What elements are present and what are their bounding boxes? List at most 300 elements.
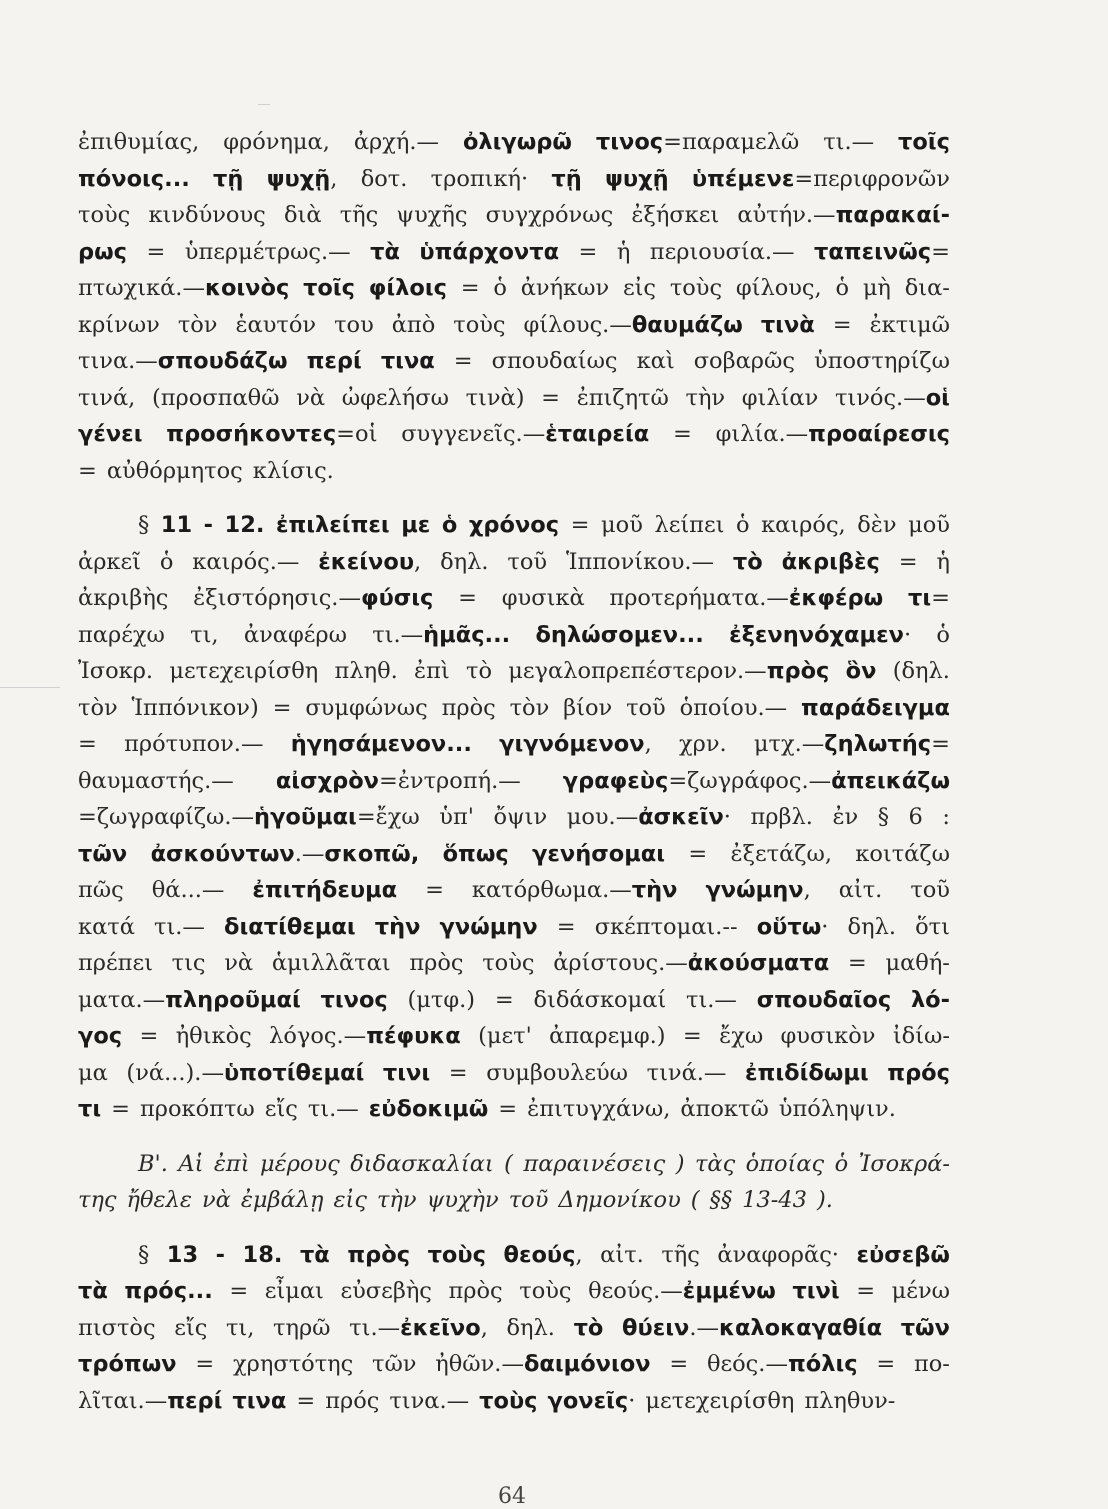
text-line: [78, 982, 950, 1019]
word: Β'.: [138, 1150, 168, 1177]
word: τοῦ: [626, 694, 666, 721]
word: (: [690, 1187, 700, 1213]
word: τινά.—: [646, 1059, 727, 1086]
word: τοὺς: [479, 1387, 538, 1414]
word: τινὰ: [760, 311, 815, 338]
word: ἀποκτῶ: [680, 1096, 769, 1122]
word: ἐπιθυμίας,: [78, 129, 200, 155]
word: =: [296, 1387, 316, 1414]
word: τοὺς: [482, 950, 535, 976]
word: ἐπιδίδωμι: [745, 1059, 869, 1086]
text-line: [78, 872, 950, 909]
word: ἐπιζητῶ: [576, 384, 669, 411]
word: δια-: [904, 275, 950, 301]
word: ψυχῇ,: [266, 165, 338, 192]
word: ἀκριβὴς: [78, 585, 169, 611]
word: ἐπιτυγχάνω,: [527, 1096, 671, 1122]
text-line: [78, 763, 950, 800]
word: κατόρθωμα.—τὴν: [471, 877, 678, 903]
word: λόγος.—πέφυκα: [269, 1023, 461, 1049]
word: τρόπων: [78, 1351, 177, 1377]
margin-mark: [0, 687, 60, 688]
word: εἰς: [622, 275, 657, 301]
word: βίον: [563, 694, 613, 721]
word: τινὶ: [792, 1278, 840, 1304]
word: πρβλ.: [750, 804, 813, 830]
word: ματα.—πληροῦμαί: [78, 986, 301, 1013]
word: (νά...).—ὑποτίθεμαί: [126, 1059, 365, 1086]
word: =: [146, 238, 166, 265]
word: κινδύνους: [148, 202, 266, 228]
word: 11: [160, 512, 193, 538]
word: ἀκριβὲς: [781, 548, 880, 575]
word: ἑαυτόν: [235, 311, 317, 338]
word: =: [78, 457, 97, 484]
word: ὁποίας: [745, 1150, 825, 1177]
word: ὑποστηρίζω: [814, 348, 950, 374]
word: τὸν: [177, 311, 218, 338]
word: =: [460, 275, 480, 301]
word: πληθ.: [334, 658, 398, 684]
word: πρὸς: [441, 694, 496, 721]
word: τι=: [907, 585, 950, 611]
word: =: [570, 512, 590, 538]
word: ἐξετάζω,: [730, 840, 832, 867]
word: τοὺς: [78, 202, 131, 228]
word: πρός...: [124, 1278, 213, 1304]
word: συμβουλεύω: [486, 1059, 629, 1086]
word: δηλ.: [847, 913, 896, 940]
word: σπουδαίως: [491, 348, 618, 374]
word: τῶν: [78, 840, 128, 867]
word: τοὺς: [427, 1241, 486, 1268]
word: ὁ: [835, 275, 850, 301]
word: -: [203, 512, 213, 538]
word: φίλοις: [368, 275, 447, 301]
word: τι.—ἡμᾶς...: [372, 621, 511, 648]
word: πιστὸς: [78, 1314, 156, 1341]
word: φιλία.—προαίρεσις: [715, 421, 950, 447]
word: τοῦ: [507, 548, 548, 575]
word: :: [942, 804, 950, 830]
word: τι.—: [823, 129, 875, 155]
text-line: [78, 197, 950, 234]
text-line: [78, 507, 950, 544]
word: ὑπερμέτρως.—: [184, 238, 351, 265]
text-line: [78, 836, 950, 873]
word: ἡγησάμενον...: [290, 731, 472, 757]
word: αὐθόρμητος: [106, 457, 243, 484]
word: =: [111, 1096, 130, 1122]
word: μα: [78, 1059, 108, 1086]
word: τὴν: [685, 384, 726, 411]
word: καιρός.—: [192, 548, 300, 575]
word: Ἱππονίκου.—: [565, 548, 715, 575]
word: δηλ.: [506, 1314, 555, 1341]
word: =: [856, 1278, 876, 1304]
word: φίλους.—θαυμάζω: [523, 311, 743, 338]
word: (μετ': [478, 1023, 532, 1049]
word: πρὸς: [409, 950, 464, 976]
word: ὀλιγωρῶ: [462, 129, 572, 155]
word: γιγνόμενον,: [499, 731, 652, 757]
word: τι: [78, 1096, 102, 1122]
word: ὁποίου.—: [679, 694, 788, 721]
word: ὠφελήσω: [341, 384, 449, 411]
word: 12.: [224, 512, 265, 538]
word: πρέπει: [78, 950, 153, 976]
word: =: [898, 548, 918, 575]
word: τι,: [225, 1314, 255, 1341]
word: ): [675, 1150, 685, 1177]
word: τινος=παραμελῶ: [595, 129, 800, 155]
word: Αἱ: [178, 1150, 204, 1177]
word: ἐπὶ: [414, 658, 450, 684]
word: συγγενεῖς.—ἑταιρεία: [401, 421, 650, 447]
word: τὴν: [374, 913, 421, 940]
word: τῶν: [372, 1351, 417, 1377]
word: ψυχῆς: [396, 202, 468, 228]
word: κατά: [78, 913, 135, 940]
word: μεγαλοπρεπέστερον.—πρὸς: [508, 658, 830, 684]
word: §§: [709, 1187, 733, 1213]
word: παραινέσεις: [523, 1150, 666, 1177]
word: τὸ: [466, 658, 492, 684]
word: μοῦ: [908, 512, 950, 538]
word: κλίσις.: [252, 457, 334, 484]
word: πληθυν-: [804, 1387, 896, 1414]
word: ἀρχή.—: [353, 129, 440, 155]
word: 13-43: [742, 1187, 807, 1213]
word: τι.—: [154, 913, 205, 940]
word: μέρους: [260, 1150, 340, 1177]
word: τι.—ἐκεῖνο,: [349, 1314, 488, 1341]
word: αἰσχρὸν=ἐντροπή.—: [275, 767, 521, 794]
word: =: [541, 384, 561, 411]
word: τῇ: [213, 165, 244, 192]
word: τοὺς: [519, 1278, 572, 1304]
word: =: [682, 1023, 702, 1049]
word: τοῦ: [508, 1187, 549, 1213]
word: μετεχειρίσθη: [169, 658, 319, 684]
word: περιουσία.—: [649, 238, 795, 265]
word: =: [688, 840, 708, 867]
word: τινος: [320, 986, 388, 1013]
word: τινα.—: [389, 1387, 470, 1414]
word: =: [195, 1351, 215, 1377]
word: γένει: [78, 421, 143, 447]
word: καὶ: [636, 348, 675, 374]
word: =: [832, 311, 852, 338]
word: ἀναφορᾶς·: [717, 1241, 839, 1268]
word: συγχρόνως: [485, 202, 614, 228]
word: εὐδοκιμῶ: [368, 1096, 489, 1122]
word: εἰς: [333, 1187, 367, 1213]
text-line: [78, 945, 950, 982]
word: =: [556, 913, 576, 940]
word: φιλίαν: [741, 384, 819, 411]
word: μαθή-: [885, 950, 950, 976]
word: Ἱππόνικον): [131, 694, 259, 721]
word: μετεχειρίσθη: [645, 1387, 795, 1414]
word: =: [494, 986, 514, 1013]
text-line: [78, 270, 950, 307]
word: πτωχικά.—κοινὸς: [78, 275, 290, 301]
word: δηλ.: [440, 548, 489, 575]
word: παρέχω: [78, 621, 165, 648]
word: =: [669, 1351, 689, 1377]
word: τοὺς: [453, 311, 506, 338]
word: ).: [816, 1187, 833, 1213]
word: πρὸς: [448, 1278, 503, 1304]
word: (προσπαθῶ: [151, 384, 280, 411]
word: τὰ: [299, 1241, 330, 1268]
word: ὁ: [441, 512, 458, 538]
word: θεός.—πόλις: [706, 1351, 858, 1377]
word: ἠθῶν.—δαιμόνιον: [435, 1351, 651, 1377]
word: ὁ: [493, 275, 507, 301]
text-line: [78, 1310, 950, 1347]
word: =: [578, 238, 598, 265]
text-line: [78, 909, 950, 946]
word: χρόνος: [468, 512, 560, 538]
text-line: [78, 453, 950, 490]
word: εἶμαι: [264, 1278, 324, 1304]
word: φυσικὰ: [501, 585, 585, 611]
word: ὁ: [936, 621, 950, 648]
paragraph-gap: [78, 1128, 950, 1146]
text-line: [78, 617, 950, 654]
word: ὁ: [159, 548, 174, 575]
word: τῇ: [551, 165, 582, 192]
text-line: [78, 1146, 950, 1183]
word: ὃν: [845, 658, 877, 684]
word: προκόπτω: [140, 1096, 255, 1122]
text-line: [78, 580, 950, 617]
text-line: [78, 726, 950, 763]
word: ἀνήκων: [520, 275, 610, 301]
text-line: [78, 799, 950, 836]
word: ἤθελε: [126, 1187, 192, 1213]
word: ρως: [78, 238, 127, 265]
text-line: [78, 1091, 950, 1128]
word: =: [453, 348, 473, 374]
word: προτερήματα.—ἐκφέρω: [609, 585, 884, 611]
word: λῖται.—περί: [78, 1387, 223, 1414]
text-line: [78, 307, 950, 344]
word: τοὺς: [669, 275, 723, 301]
word: ἐκείνου,: [318, 548, 422, 575]
text-line: [78, 1273, 950, 1310]
word: τηρῶ: [273, 1314, 331, 1341]
word: εἴς: [174, 1314, 208, 1341]
word: αἰτ.: [838, 877, 883, 903]
word: Ἰσοκρά-: [858, 1150, 950, 1177]
word: θά...—: [151, 877, 225, 903]
word: τὰ: [370, 238, 400, 265]
word: ἁμιλλᾶται: [271, 950, 391, 976]
word: ὅτι: [915, 913, 950, 940]
text-line: [78, 544, 950, 581]
word: αἰτ.: [600, 1241, 644, 1268]
word: σκέπτομαι.--: [594, 913, 738, 940]
word: τινα: [232, 1387, 287, 1414]
word: μοῦ: [601, 512, 643, 538]
word: πρὸς: [347, 1241, 411, 1268]
word: διδάσκομαί: [533, 986, 667, 1013]
word: τὸ: [732, 548, 763, 575]
word: διδασκαλίαι: [350, 1150, 494, 1177]
word: =: [229, 1278, 249, 1304]
word: ἡ: [616, 238, 631, 265]
text-line: [78, 1237, 950, 1274]
word: λό-: [910, 986, 950, 1013]
text-line: [78, 1383, 950, 1420]
text-line: [78, 1346, 950, 1383]
word: προσήκοντες=οἱ: [166, 421, 378, 447]
word: Δημονίκου: [558, 1187, 681, 1213]
word: ὅπως: [442, 840, 509, 867]
text-line: [78, 1018, 950, 1055]
word: τινός.—οἱ: [834, 384, 950, 411]
word: =: [847, 950, 867, 976]
word: διατίθεμαι: [224, 913, 356, 940]
text-line: [78, 124, 950, 161]
word: ὑπ': [439, 804, 474, 830]
word: εἴς: [264, 1096, 298, 1122]
word: ἀσκούντων.—σκοπῶ,: [150, 840, 420, 867]
word: χρν.: [678, 731, 727, 757]
word: πῶς: [78, 877, 124, 903]
word: ἐκτιμῶ: [869, 311, 950, 338]
word: εὐσεβὴς: [340, 1278, 432, 1304]
word: τὴν: [376, 1187, 417, 1213]
text-line: [78, 380, 950, 417]
word: =: [448, 1059, 468, 1086]
word: τῶν: [900, 1314, 950, 1341]
word: γος: [78, 1023, 123, 1049]
word: τῆς: [661, 1241, 700, 1268]
word: θαυμαστής.—: [78, 767, 234, 794]
word: ἀρίστους.—ἀκούσματα: [553, 950, 830, 976]
word: λείπει: [654, 512, 725, 538]
word: τινὰ): [465, 384, 525, 411]
word: φρόνημα,: [223, 129, 330, 155]
word: τις: [171, 950, 206, 976]
word: καιρός,: [761, 512, 846, 538]
word: =: [425, 877, 444, 903]
word: γραφεὺς=ζωγράφος.—ἀπεικάζω: [562, 767, 950, 794]
word: ἀναφέρω: [243, 621, 347, 648]
word: γενήσομαι: [532, 840, 666, 867]
word: περί: [306, 348, 362, 374]
word: αὐτήν.—παρακαί-: [737, 202, 950, 228]
word: (μτφ.): [407, 986, 476, 1013]
text-line: [78, 690, 950, 727]
word: ὑπόληψιν.: [778, 1096, 896, 1122]
word: τὰ: [78, 1278, 108, 1304]
word: οὕτω·: [756, 913, 829, 940]
word: παράδειγμα: [801, 694, 950, 721]
word: πρότυπον.—: [124, 731, 264, 757]
word: ἠθικὸς: [175, 1023, 252, 1049]
word: μτχ.—ζηλωτής=: [753, 731, 950, 757]
word: τοῦ: [910, 877, 950, 903]
word: τινα.—σπουδάζω: [78, 348, 288, 374]
text-line: [78, 1182, 950, 1219]
word: πόνοις...: [78, 165, 190, 192]
word: τι.—: [307, 1096, 359, 1122]
word: (δηλ.: [892, 658, 950, 684]
word: πο-: [913, 1351, 950, 1377]
word: Ἰσοκρ.: [78, 658, 154, 684]
word: =: [272, 694, 292, 721]
word: μου.—ἀσκεῖν·: [566, 804, 731, 830]
word: ἐξενηνόχαμεν·: [729, 621, 912, 648]
word: γνώμην: [439, 913, 538, 940]
word: ἐπὶ: [213, 1150, 250, 1177]
word: πρός: [325, 1387, 380, 1414]
word: ἐν: [832, 804, 859, 830]
word: πρός: [887, 1059, 950, 1086]
word: 18.: [242, 1241, 283, 1268]
word: ὁ: [736, 512, 750, 538]
word: τι.—: [686, 986, 737, 1013]
word: ἀρκεῖ: [78, 548, 141, 575]
word: =: [672, 421, 692, 447]
word: θύειν.—καλοκαγαθία: [622, 1314, 883, 1341]
word: τι,: [190, 621, 219, 648]
word: τὸν: [78, 694, 118, 721]
word: νὰ: [201, 1187, 231, 1213]
word: σπουδαῖος: [756, 986, 892, 1013]
word: ἐπιλείπει: [275, 512, 390, 538]
word: ὄψιν: [493, 804, 548, 830]
word: της: [78, 1187, 117, 1213]
word: μένω: [891, 1278, 950, 1304]
word: =: [458, 585, 478, 611]
word: -: [215, 1241, 225, 1268]
word: ὑπάρχοντα: [419, 238, 560, 265]
word: μὴ: [862, 275, 891, 301]
word: (: [504, 1150, 513, 1177]
word: τὸν: [509, 694, 550, 721]
word: τὸ: [573, 1314, 604, 1341]
word: θεούς,: [503, 1241, 583, 1268]
word: 13: [166, 1241, 199, 1268]
word: κοιτάζω: [855, 840, 950, 867]
word: ἐξιστόρησις.—φύσις: [193, 585, 434, 611]
word: με: [401, 512, 431, 538]
word: ἰδίω-: [892, 1023, 950, 1049]
word: ἐξήσκει: [631, 202, 720, 228]
word: ἔχω: [719, 1023, 764, 1049]
word: ψυχῇ: [605, 165, 669, 192]
word: =: [139, 1023, 159, 1049]
word: §: [138, 512, 150, 538]
word: τῆς: [339, 202, 379, 228]
word: τινι: [382, 1059, 431, 1086]
word: ὑπέμενε=περιφρονῶν: [691, 165, 950, 192]
word: τοῖς: [303, 275, 355, 301]
word: διὰ: [283, 202, 322, 228]
text-line: [78, 1055, 950, 1092]
text-line: [78, 416, 950, 453]
text-line: [78, 234, 950, 271]
word: =: [78, 731, 97, 757]
word: §: [138, 1241, 150, 1268]
word: 6: [908, 804, 923, 830]
